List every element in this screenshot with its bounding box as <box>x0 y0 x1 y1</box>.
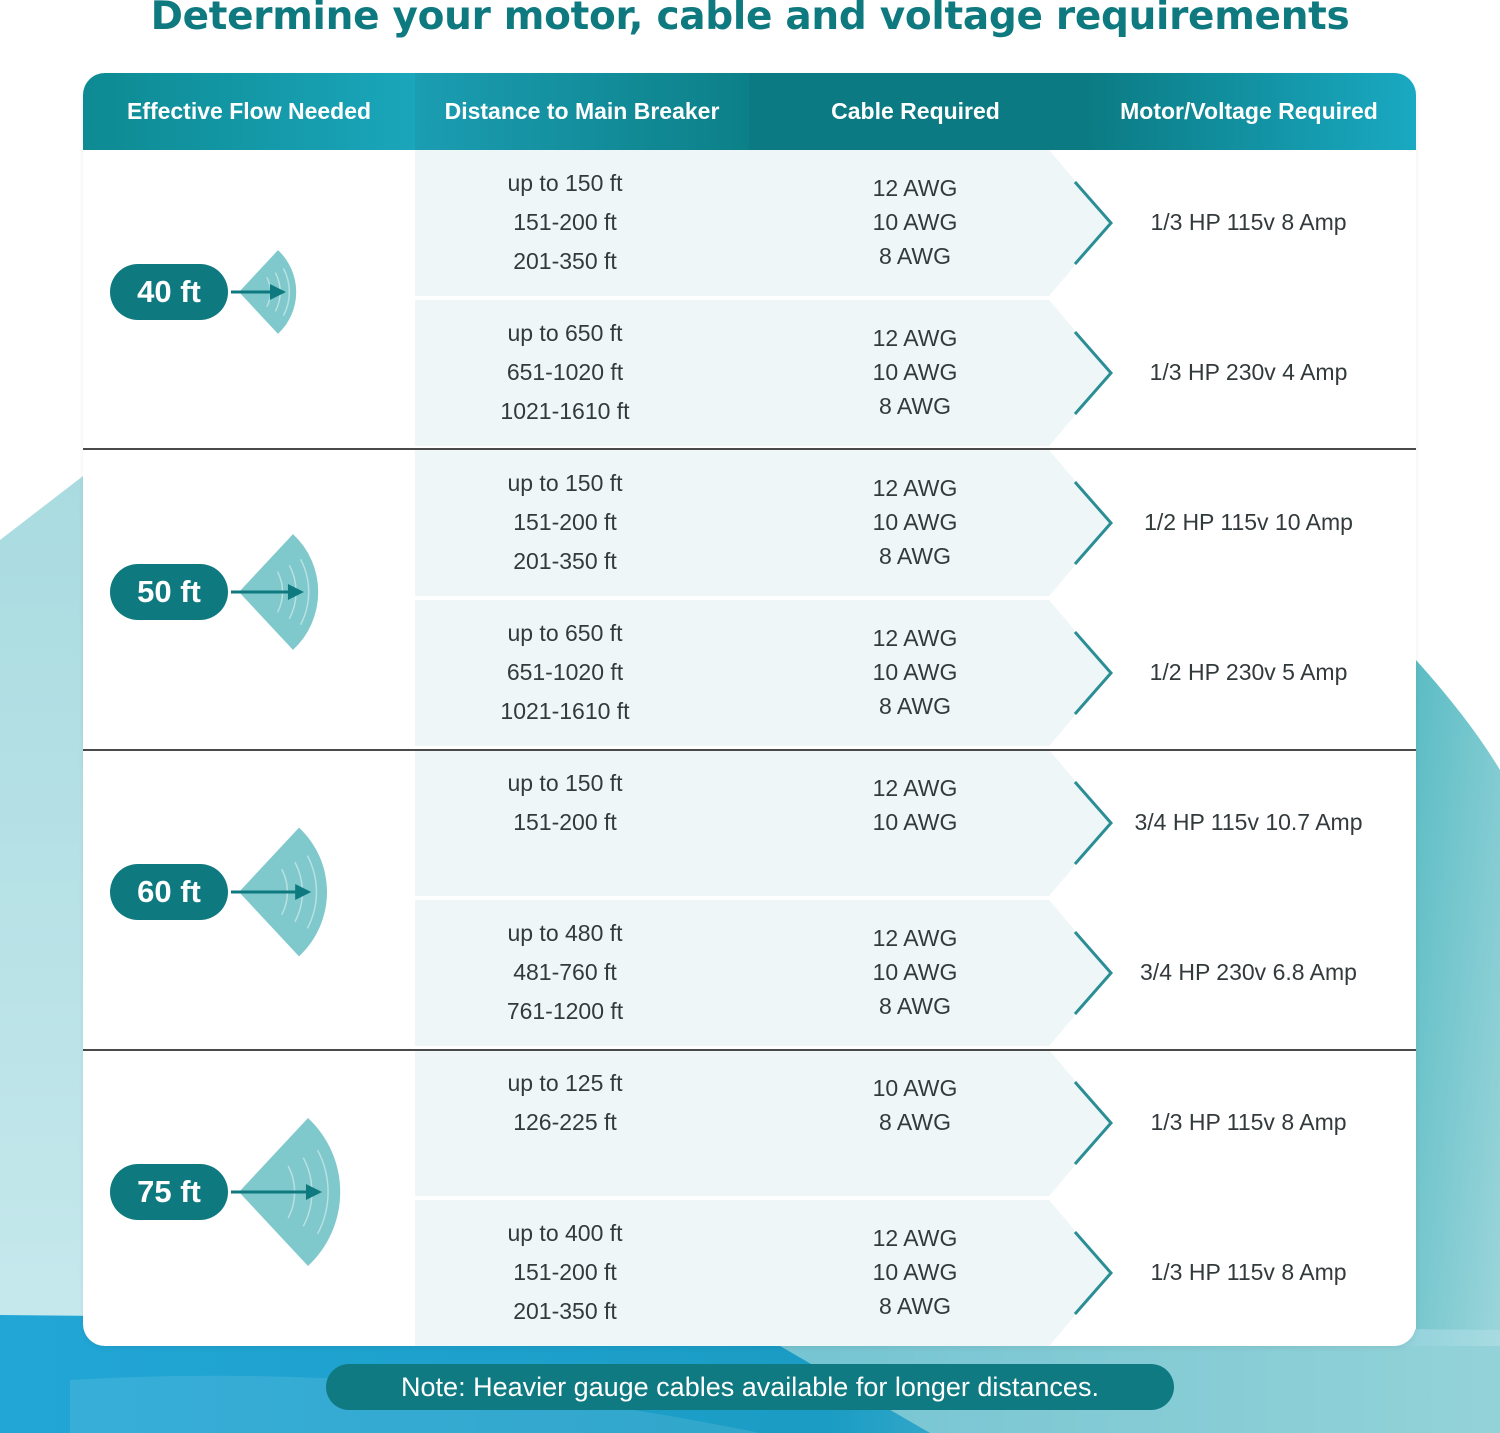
flow-badge: 40 ft <box>110 264 228 320</box>
header-cable: Cable Required <box>749 73 1082 150</box>
distance-list <box>415 164 715 281</box>
cable-item: 12 AWG <box>872 775 958 801</box>
distance-list <box>415 314 715 431</box>
table-row <box>415 300 1416 446</box>
distance-item: 761-1200 ft <box>506 998 624 1024</box>
distance-item: up to 480 ft <box>507 920 623 946</box>
distance-item: 151-200 ft <box>513 809 617 835</box>
cable-item: 8 AWG <box>879 393 951 419</box>
cable-list <box>748 771 1082 839</box>
group-divider <box>83 749 1416 751</box>
distance-item: up to 125 ft <box>507 1070 623 1096</box>
distance-item: 1021-1610 ft <box>500 398 630 424</box>
motor-voltage: 1/2 HP 230v 5 Amp <box>1149 659 1348 685</box>
distance-item: 201-350 ft <box>513 1298 617 1324</box>
cable-item: 8 AWG <box>879 993 951 1019</box>
cable-item: 10 AWG <box>872 959 958 985</box>
distance-item: 151-200 ft <box>513 509 617 535</box>
header-effective-flow: Effective Flow Needed <box>83 73 415 150</box>
header-distance: Distance to Main Breaker <box>415 73 749 150</box>
cable-list <box>748 171 1082 273</box>
table-row <box>415 600 1416 746</box>
cable-item: 10 AWG <box>872 209 958 235</box>
flow-badge: 60 ft <box>110 864 228 920</box>
distance-list <box>415 914 715 1031</box>
cable-list <box>748 1071 1082 1139</box>
cable-list <box>748 921 1082 1023</box>
group-divider <box>83 1049 1416 1051</box>
cable-item: 12 AWG <box>872 925 958 951</box>
motor-voltage: 3/4 HP 230v 6.8 Amp <box>1140 959 1357 985</box>
motor-voltage: 3/4 HP 115v 10.7 Amp <box>1134 809 1363 835</box>
distance-item: 126-225 ft <box>513 1109 617 1135</box>
cable-list <box>748 321 1082 423</box>
cable-item: 8 AWG <box>879 1293 951 1319</box>
table-row <box>415 450 1416 596</box>
header-motor-voltage: Motor/Voltage Required <box>1082 73 1416 150</box>
motor-voltage: 1/3 HP 230v 4 Amp <box>1149 359 1348 385</box>
group-divider <box>83 448 1416 450</box>
table-row <box>415 900 1416 1046</box>
distance-item: 201-350 ft <box>513 248 617 274</box>
spray-cone-arrow-icon <box>231 1107 391 1277</box>
cable-list <box>748 1221 1082 1323</box>
distance-item: 651-1020 ft <box>506 659 624 685</box>
cable-item: 8 AWG <box>879 1109 951 1135</box>
cable-item: 10 AWG <box>872 509 958 535</box>
cable-item: 10 AWG <box>872 809 958 835</box>
table-row <box>415 150 1416 296</box>
flow-badge: 75 ft <box>110 1164 228 1220</box>
cable-item: 10 AWG <box>872 1259 958 1285</box>
distance-item: 1021-1610 ft <box>500 698 630 724</box>
table-row <box>415 1200 1416 1346</box>
distance-item: 481-760 ft <box>513 959 617 985</box>
note-banner: Note: Heavier gauge cables available for longer distances. <box>326 1364 1174 1410</box>
distance-item: 151-200 ft <box>513 209 617 235</box>
distance-item: up to 650 ft <box>507 320 623 346</box>
distance-list <box>415 764 715 842</box>
cable-item: 12 AWG <box>872 475 958 501</box>
distance-item: up to 650 ft <box>507 620 623 646</box>
cable-item: 10 AWG <box>872 359 958 385</box>
motor-voltage: 1/2 HP 115v 10 Amp <box>1144 509 1353 535</box>
cable-item: 8 AWG <box>879 693 951 719</box>
page-title: Determine your motor, cable and voltage requirements <box>150 0 1350 39</box>
cable-item: 10 AWG <box>872 1075 958 1101</box>
distance-item: 201-350 ft <box>513 548 617 574</box>
motor-voltage: 1/3 HP 115v 8 Amp <box>1150 1109 1347 1135</box>
table-row <box>415 1050 1416 1196</box>
distance-item: 651-1020 ft <box>506 359 624 385</box>
table-header <box>83 73 1416 150</box>
spray-cone-arrow-icon <box>231 507 391 677</box>
cable-item: 12 AWG <box>872 625 958 651</box>
distance-item: up to 150 ft <box>507 170 623 196</box>
cable-item: 8 AWG <box>879 243 951 269</box>
cable-item: 8 AWG <box>879 543 951 569</box>
cable-list <box>748 621 1082 723</box>
table-row <box>415 750 1416 896</box>
cable-list <box>748 471 1082 573</box>
cable-item: 12 AWG <box>872 325 958 351</box>
distance-item: up to 150 ft <box>507 470 623 496</box>
cable-item: 10 AWG <box>872 659 958 685</box>
distance-item: up to 400 ft <box>507 1220 623 1246</box>
flow-badge: 50 ft <box>110 564 228 620</box>
cable-item: 12 AWG <box>872 175 958 201</box>
distance-list <box>415 614 715 731</box>
spray-cone-arrow-icon <box>231 207 391 377</box>
motor-voltage: 1/3 HP 115v 8 Amp <box>1150 209 1347 235</box>
requirements-table <box>83 73 1416 1346</box>
distance-item: 151-200 ft <box>513 1259 617 1285</box>
motor-voltage: 1/3 HP 115v 8 Amp <box>1150 1259 1347 1285</box>
spray-cone-arrow-icon <box>231 807 391 977</box>
distance-list <box>415 464 715 581</box>
cable-item: 12 AWG <box>872 1225 958 1251</box>
distance-item: up to 150 ft <box>507 770 623 796</box>
distance-list <box>415 1064 715 1142</box>
distance-list <box>415 1214 715 1331</box>
